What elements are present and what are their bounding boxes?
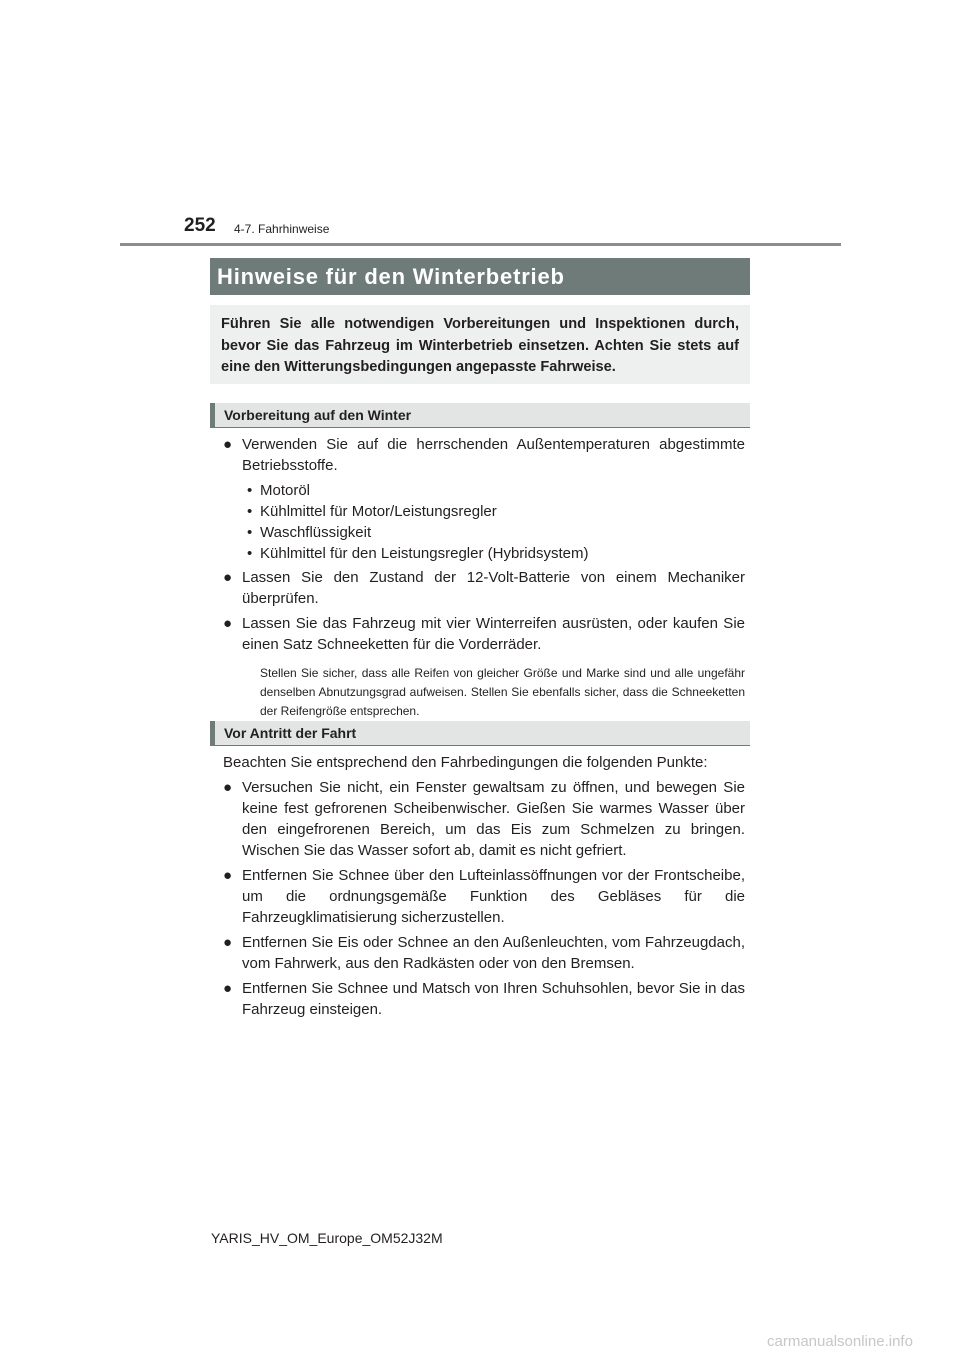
sub-list-item-text: Motoröl	[260, 482, 311, 499]
section-label: 4-7. Fahrhinweise	[234, 222, 330, 236]
sub-list-item	[242, 480, 745, 501]
bullet-icon: ●	[223, 934, 233, 951]
bullet-icon: ●	[223, 569, 233, 586]
sub-list-item	[242, 501, 745, 522]
watermark: carmanualsonline.info	[767, 1333, 913, 1350]
bullet-icon: ●	[223, 779, 233, 796]
footer-code: YARIS_HV_OM_Europe_OM52J32M	[211, 1230, 443, 1246]
list-item-text: Lassen Sie das Fahrzeug mit vier Winterreifen ausrüsten, oder kaufen Sie einen Satz Schneeketten für die Vorderräder.	[242, 615, 745, 653]
intro-box: Führen Sie alle notwendigen Vorbereitungen und Inspektionen durch, bevor Sie das Fahrzeug im Winterbetrieb einsetzen. Achten Sie stets auf eine den Witterungsbedingungen angepasste Fahrweise.	[210, 305, 750, 384]
sub-bullet-icon: •	[247, 524, 253, 541]
list-item	[223, 613, 745, 655]
bullet-icon: ●	[223, 980, 233, 997]
page-number: 252	[184, 215, 216, 236]
list-item-text: Entfernen Sie Schnee und Matsch von Ihren Schuhsohlen, bevor Sie in das Fahrzeug einsteigen.	[242, 980, 745, 1018]
page-title: Hinweise für den Winterbetrieb	[210, 258, 750, 295]
list-item-text: Versuchen Sie nicht, ein Fenster gewaltsam zu öffnen, und bewegen Sie keine fest gefrorenen Scheibenwischer. Gießen Sie warmes Wasser über den eingefrorenen Bereich, um das Eis zum Schmelzen zu bringen. Wischen Sie das Wasser sofort ab, damit es nicht gefriert.	[242, 779, 745, 859]
note-text: Stellen Sie sicher, dass alle Reifen von gleicher Größe und Marke sind und alle ungefähr denselben Abnutzungsgrad aufweisen. Stellen Sie ebenfalls sicher, dass die Schneeketten der Reifengröße entsprechen.	[260, 666, 745, 718]
bullet-icon: ●	[223, 867, 233, 884]
subheading-winter-prep: Vorbereitung auf den Winter	[210, 403, 750, 428]
header-rule	[120, 243, 841, 246]
sub-list-item	[242, 543, 745, 564]
sub-list-item-text: Waschflüssigkeit	[260, 524, 372, 541]
winter-prep-content	[223, 434, 745, 721]
sub-list-item-text: Kühlmittel für Motor/Leistungsregler	[260, 503, 497, 520]
list-item	[223, 567, 745, 609]
list-item-text: Verwenden Sie auf die herrschenden Außentemperaturen abgestimmte Betriebsstoffe.	[242, 436, 745, 474]
list-item-text: Entfernen Sie Eis oder Schnee an den Außenleuchten, vom Fahrzeugdach, vom Fahrwerk, aus den Radkästen oder von den Bremsen.	[242, 934, 745, 972]
sub-list-item	[242, 522, 745, 543]
list-item	[223, 434, 745, 476]
list-item-text: Lassen Sie den Zustand der 12-Volt-Batterie von einem Mechaniker überprüfen.	[242, 569, 745, 607]
list-item	[223, 932, 745, 974]
sub-list	[242, 480, 745, 564]
bullet-icon: ●	[223, 615, 233, 632]
before-driving-content	[223, 752, 745, 1024]
list-item-text: Entfernen Sie Schnee über den Lufteinlassöffnungen vor der Frontscheibe, um die ordnungsgemäße Funktion des Gebläses für die Fahrzeugklimatisierung sicherzustellen.	[242, 867, 745, 926]
lead-text: Beachten Sie entsprechend den Fahrbedingungen die folgenden Punkte:	[223, 754, 708, 771]
list-item	[223, 777, 745, 861]
sub-list-item-text: Kühlmittel für den Leistungsregler (Hybridsystem)	[260, 545, 589, 562]
list-item	[223, 978, 745, 1020]
list-item	[223, 865, 745, 928]
sub-bullet-icon: •	[247, 482, 253, 499]
subheading-before-driving: Vor Antritt der Fahrt	[210, 721, 750, 746]
sub-bullet-icon: •	[247, 545, 253, 562]
sub-bullet-icon: •	[247, 503, 253, 520]
bullet-icon: ●	[223, 436, 233, 453]
